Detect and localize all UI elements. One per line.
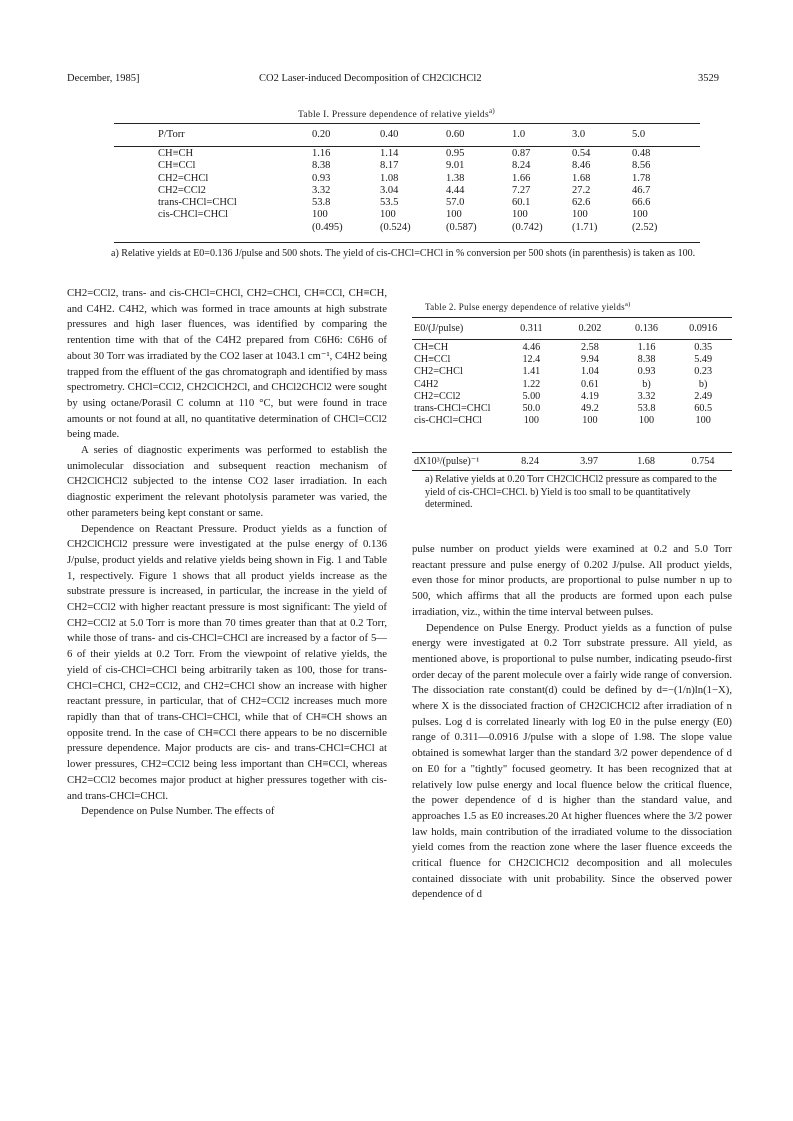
table1-cell: 100 xyxy=(632,209,648,221)
table2-header-cell: 0.202 xyxy=(578,323,602,334)
table1-cell: (0.495) xyxy=(312,221,343,233)
table2-header-cell: 0.136 xyxy=(635,323,658,334)
table2-row xyxy=(412,366,732,378)
table2-header-cell: 0.0916 xyxy=(689,323,718,334)
table1-cell: (0.524) xyxy=(380,221,411,233)
table1-header-cell: 0.60 xyxy=(446,129,465,140)
table2-row xyxy=(412,391,732,403)
table1-cell: (0.742) xyxy=(512,221,543,233)
table2-compound: cis-CHCl=CHCl xyxy=(414,415,483,427)
table2-cell: 100 xyxy=(582,415,598,427)
running-header-title: CO2 Laser-induced Decomposition of CH2ClCHCl2 xyxy=(259,73,482,84)
table1 xyxy=(114,125,700,234)
table2-cell: b) xyxy=(698,378,708,390)
paragraph: Dependence on Reactant Pressure. Product yields as a function of CH2ClCHCl2 pressure were investigated at the pulse energy of 0.136 J/pulse, product yields and relative yields being shown in Fig. 1 and Table 1, respectively. Figure 1 shows that all product yields increase as the substrate pressure is increased, in particular, the increase in the yield of CH2=CCl2 with higher reactant pressure is most significant: The yield of CH2=CCl2 at 5.0 Torr is more than 70 times greater than that at 0.2 Torr, while those of trans- and cis-CHCl=CHCl are increased by a factor of 5—6 of their yields at 0.2 Torr. From the viewpoint of relative yields, the yield of cis-CHCl=CHCl being arbitrarily taken as 100, those for trans-CHCl=CHCl, CH2=CCl2, and CH2=CHCl show an increase with higher reactant pressure, in particular, that of CH2=CCl2 increases much more rapidly than that of trans-CHCl=CHCl, while that of CH≡CH shows an opposite trend. In the case of CH≡CCl there appears to be no discernible pressure dependence. Major products are cis- and trans-CHCl=CHCl at lower pressures, CH2=CCl2 being less important than CH≡CCl, whereas CH2=CCl2 becomes major product at higher pressures together with cis- and trans-CHCl=CHCl. xyxy=(67,522,387,802)
running-header-date: December, 1985] xyxy=(67,73,140,84)
table2-row xyxy=(412,379,732,391)
table2-title-text: Table 2. Pulse energy dependence of relative yields xyxy=(425,302,625,312)
table2-cell: 0.93 xyxy=(637,366,656,378)
table1-cell: 7.27 xyxy=(512,184,531,196)
table2-header-row xyxy=(412,318,732,339)
table1-cell: 1.16 xyxy=(312,148,331,159)
table2-cell: 5.00 xyxy=(522,390,541,402)
table1-cell: (0.587) xyxy=(446,221,477,233)
table2-cell: 4.46 xyxy=(522,342,541,353)
table1-cell: 46.7 xyxy=(632,184,651,196)
table2-cell: 100 xyxy=(523,415,539,427)
table1-row xyxy=(114,209,700,221)
table2-compound: CH2=CHCl xyxy=(414,366,463,378)
table2-compound: C4H2 xyxy=(414,378,439,390)
table1-compound: CH2=CHCl xyxy=(158,172,209,184)
table1-cell: 8.38 xyxy=(312,160,331,172)
table1-cell: 100 xyxy=(312,209,328,221)
table1-head-rule xyxy=(114,146,700,147)
table1-cell: 1.08 xyxy=(380,172,399,184)
table1-cell: 66.6 xyxy=(632,197,651,209)
table2-dx-cell: 0.754 xyxy=(691,456,715,467)
table2-cell: 100 xyxy=(638,415,655,427)
table1-title xyxy=(0,107,793,120)
table1-cell: 62.6 xyxy=(572,197,591,209)
table2-compound: CH2=CCl2 xyxy=(414,390,461,402)
table1-header-cell: 5.0 xyxy=(632,129,646,140)
table1-cell: 100 xyxy=(446,209,462,221)
table1-footnote: a) Relative yields at E0=0.136 J/pulse and 500 shots. The yield of cis-CHCl=CHCl in % conversion per 500 shots (in parenthesis) is taken as 100. xyxy=(111,248,696,259)
table2-cell: 9.94 xyxy=(581,354,599,366)
table1-cell: 0.87 xyxy=(512,148,531,159)
table1-cell: 27.2 xyxy=(572,184,591,196)
table2-head-rule xyxy=(412,339,732,340)
table2-cell: 2.49 xyxy=(694,390,713,402)
right-column xyxy=(412,542,732,903)
table1-header-cell: 0.40 xyxy=(380,129,399,140)
left-column xyxy=(67,286,387,820)
table2-title xyxy=(425,301,631,312)
table2-dx-cell: 8.24 xyxy=(521,456,539,467)
table1-cell: 3.04 xyxy=(380,184,399,196)
table2-cell: 1.22 xyxy=(522,378,541,390)
table1-cell: 1.14 xyxy=(380,148,399,159)
page-number: 3529 xyxy=(698,73,719,84)
table1-title-text: Table I. Pressure dependence of relative yields xyxy=(297,110,489,121)
table2-row xyxy=(412,339,732,354)
table2-compound: CH≡CCl xyxy=(414,354,451,366)
table1-cell: 3.32 xyxy=(312,184,331,196)
table1-cell: 0.54 xyxy=(572,148,591,159)
table2-footnote: a) Relative yields at 0.20 Torr CH2ClCHCl2 pressure as compared to the yield of cis-CHCl=CHCl. b) Yield is too small to be quantitatively determined. xyxy=(425,474,717,510)
table1-cell: 1.68 xyxy=(572,172,591,184)
table1-compound: CH2=CCl2 xyxy=(158,184,206,196)
table1-cell: 8.46 xyxy=(572,160,591,172)
paragraph: Dependence on Pulse Number. The effects of xyxy=(81,805,275,818)
table1-row xyxy=(114,197,700,209)
table1-cell: (1.71) xyxy=(572,221,598,233)
table2-row xyxy=(412,354,732,366)
table2-bottom-rule xyxy=(412,470,732,471)
table1-row xyxy=(114,173,700,185)
table1-cell: 0.48 xyxy=(632,148,651,159)
table1-cell: 60.1 xyxy=(512,197,531,209)
table1-cell: 0.95 xyxy=(446,148,465,159)
table1-compound: cis-CHCl=CHCl xyxy=(158,209,229,221)
table2-compound: CH≡CH xyxy=(414,342,449,353)
table2-title-sup: a) xyxy=(624,301,631,308)
table1-cell: 100 xyxy=(380,209,396,221)
table2-cell: 49.2 xyxy=(581,403,599,415)
table1-compound: CH≡CH xyxy=(158,148,194,159)
table2-cell: 12.4 xyxy=(522,354,541,366)
table1-cell: 0.93 xyxy=(312,172,331,184)
table1-cell: 8.17 xyxy=(380,160,399,172)
table2 xyxy=(412,318,732,427)
paragraph: pulse number on product yields were examined at 0.2 and 5.0 Torr reactant pressure and pulse energy of 0.202 J/pulse. All product yields, even those for minor products, are proportional to pulse number n up to 500, which affirms that all the products are formed upon each pulse irradiation, viz., within the time interval between pulses. xyxy=(412,543,732,618)
paragraph: A series of diagnostic experiments was performed to establish the unimolecular dissociation and subsequent reaction mechanism of CH2ClCHCl2 subjected to the intense CO2 laser irradiation. In each diagnostic experiment the relevant photolysis parameter was varied, the other parameters being kept constant or same. xyxy=(67,444,387,519)
table1-cell: 53.5 xyxy=(380,197,399,209)
table1-cell: 1.38 xyxy=(446,172,465,184)
table2-dx-cell: 1.68 xyxy=(637,456,655,467)
table2-cell: 100 xyxy=(695,415,711,427)
table2-cell: 60.5 xyxy=(694,403,713,415)
table1-compound xyxy=(114,222,312,234)
table1-cell: 100 xyxy=(512,209,528,221)
table1-compound: trans-CHCl=CHCl xyxy=(158,197,237,209)
table2-cell: 1.04 xyxy=(581,366,599,378)
table1-title-sup: a) xyxy=(488,107,495,115)
table1-compound: CH≡CCl xyxy=(158,160,196,172)
table2-dx-cell: 3.97 xyxy=(580,456,598,467)
table2-cell: 4.19 xyxy=(581,390,599,402)
table2-dx-row xyxy=(412,456,732,467)
table2-cell: 1.41 xyxy=(522,366,541,378)
table1-row xyxy=(114,185,700,197)
table2-cell: 0.61 xyxy=(581,378,599,390)
table2-cell: 0.35 xyxy=(694,342,713,353)
table1-header-row xyxy=(114,125,700,144)
table2-cell: 2.58 xyxy=(581,342,599,353)
table2-compound: trans-CHCl=CHCl xyxy=(414,403,491,415)
table2-dx-label: dX10³/(pulse)⁻¹ xyxy=(414,456,480,467)
table1-cell: 9.01 xyxy=(446,160,465,172)
table2-header-label: E0/(J/pulse) xyxy=(414,323,464,334)
table1-header-label: P/Torr xyxy=(158,129,185,140)
table1-bottom-rule xyxy=(114,242,700,243)
table1-cell: 100 xyxy=(572,209,588,221)
table1-cell: (2.52) xyxy=(632,221,658,233)
table1-cell: 53.8 xyxy=(312,197,331,209)
paragraph: CH2=CCl2, trans- and cis-CHCl=CHCl, CH2=CHCl, CH≡CCl, CH≡CH, and C4H2. C4H2, which was formed in trace amounts at high substrate pressures and high laser fluences, was identified by comparing the rentention time with that of the C4H2 prepared from C6H6: C6H6 of about 30 Torr was irradiated by the CO2 laser at 1043.1 cm⁻¹, C4H2 being trapped from the effluent of the gas chromatograph and identified by mass spectrometry. CHCl=CCl2, CH2ClCH2Cl, and CHCl2CHCl2 were sought by using octane/Porasil C column at 110 °C, but were found in trace amounts or not found at all, no quantitative determination of CHCl=CCl2 being made. xyxy=(67,287,387,441)
table2-cell: 5.49 xyxy=(694,354,713,366)
table2-header-cell: 0.311 xyxy=(520,323,543,334)
table1-cell: 1.66 xyxy=(512,172,531,184)
table1-cell: 8.56 xyxy=(632,160,651,172)
table2-cell: 50.0 xyxy=(522,403,541,415)
table2-sep-rule xyxy=(412,452,732,453)
table2-cell: 0.23 xyxy=(694,366,713,378)
table1-cell: 8.24 xyxy=(512,160,531,172)
table2-row xyxy=(412,403,732,415)
table2-cell: 1.16 xyxy=(637,342,656,353)
paragraph: Dependence on Pulse Energy. Product yields as a function of pulse energy were investigated at 0.2 Torr substrate pressure. All yield, as mentioned above, is proportional to pulse number, indicating pseudo-first order decay of the parent molecule over a fairly wide range of conversion. The dissociation rate constant(d) could be defined by d=−(1/n)ln(1−X), where X is the dissociated fraction of CH2ClCHCl2 after irradiation of n pulses. Log d is correlated linearly with log E0 in the pulse energy (E0) range of 0.311—0.0916 J/pulse with a slope of 1.98. The slope value obtained is somewhat larger than the standard 3/2 power dependence of d on E0 for a "tightly" focused geometry. It has been recognized that at relatively low pulse energy and local fluence below the critical fluence, the power dependence of d is higher than the standard value, and approaches 1.5 as E0 increases.20 At higher fluences where the 3/2 power law holds, main contribution of the irradiated volume to the dissociation yield comes from the reaction zone where the laser fluence exceeds the critical fluence for CH2ClCHCl2 decomposition and all molecules contained dissociate with unit probability. Since the observed power dependence of d xyxy=(412,621,732,901)
table1-cell: 4.44 xyxy=(446,184,465,196)
table2-cell: b) xyxy=(642,378,651,390)
table1-header-cell: 0.20 xyxy=(312,129,331,140)
table1-cell: 57.0 xyxy=(446,197,465,209)
table2-row xyxy=(412,415,732,427)
table1-row xyxy=(114,160,700,172)
table2-cell: 3.32 xyxy=(637,390,656,402)
table2-cell: 8.38 xyxy=(637,354,656,366)
table1-row xyxy=(114,222,700,234)
table1-header-cell: 1.0 xyxy=(512,129,526,140)
table1-cell: 1.78 xyxy=(632,172,651,184)
table2-cell: 53.8 xyxy=(637,403,656,415)
table1-header-cell: 3.0 xyxy=(572,129,586,140)
table1-top-rule xyxy=(114,123,700,124)
